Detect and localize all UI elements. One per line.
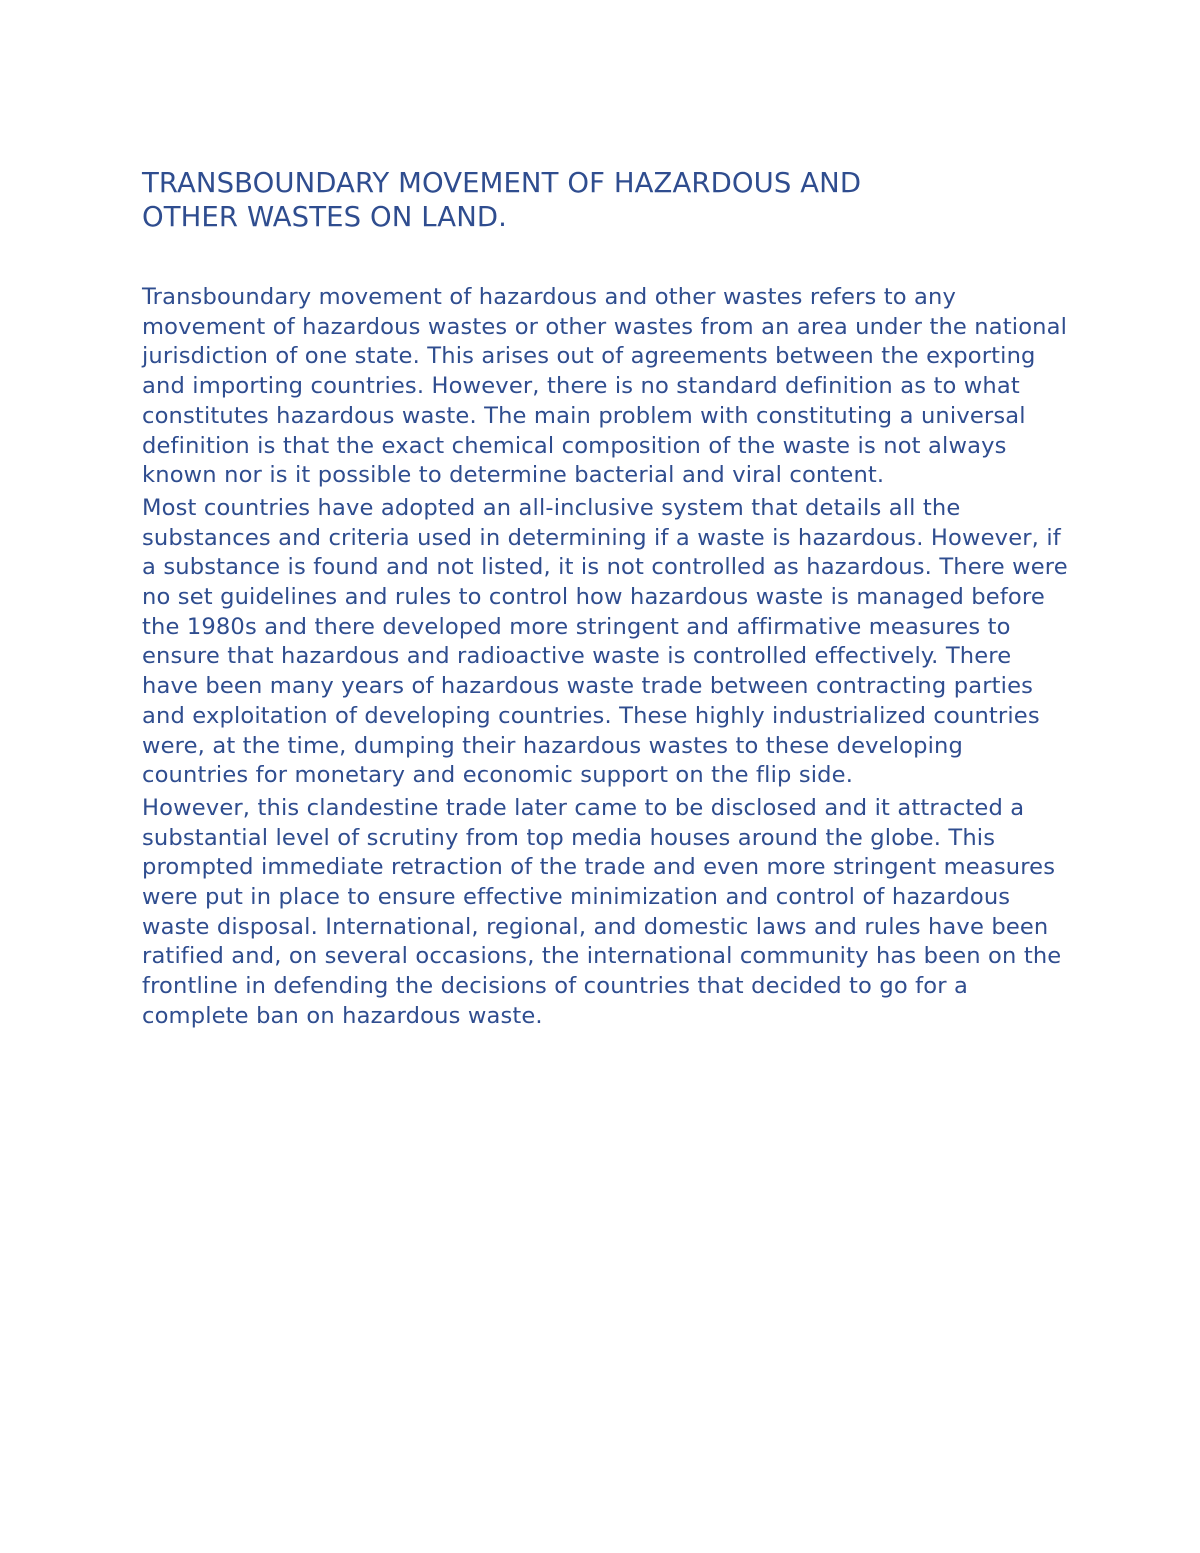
paragraph-3: However, this clandestine trade later came to be disclosed and it attracted a substantial level of scrutiny from top media houses around the globe. This prompted immediate retraction of the trade and even more stringent measures were put in place to ensure effective minimization and control of hazardous waste disposal. International, regional, and domestic laws and rules have been ratified and, on several occasions, the international community has been on the frontline in defending the decisions of countries that decided to go for a complete ban on hazardous waste.	[142, 794, 1062, 1029]
paragraph-2: Most countries have adopted an all-inclusive system that details all the substances and criteria used in determining if a waste is hazardous. However, if a substance is found and not listed, it is not controlled as hazardous. There were no set guidelines and rules to control how hazardous waste is managed before the 1980s and there developed more stringent and affirmative measures to ensure that hazardous and radioactive waste is controlled effectively. There have been many years of hazardous waste trade between contracting parties and exploitation of developing countries. These highly industrialized countries were, at the time, dumping their hazardous wastes to these developing countries for monetary and economic support on the flip side.	[142, 494, 1068, 789]
paragraph-1: Transboundary movement of hazardous and other wastes refers to any movement of hazardous wastes or other wastes from an area under the national jurisdiction of one state. This arises out of agreements between the exporting and importing countries. However, there is no standard definition as to what constitutes hazardous waste. The main problem with constituting a universal definition is that the exact chemical composition of the waste is not always known nor is it possible to determine bacterial and viral content.	[142, 284, 1068, 489]
document-content	[142, 166, 1072, 1035]
document-body	[142, 283, 1072, 1032]
document-title	[142, 166, 1072, 234]
title-line-2: OTHER WASTES ON LAND.	[142, 201, 507, 233]
title-line-1: TRANSBOUNDARY MOVEMENT OF HAZARDOUS AND	[142, 167, 862, 199]
